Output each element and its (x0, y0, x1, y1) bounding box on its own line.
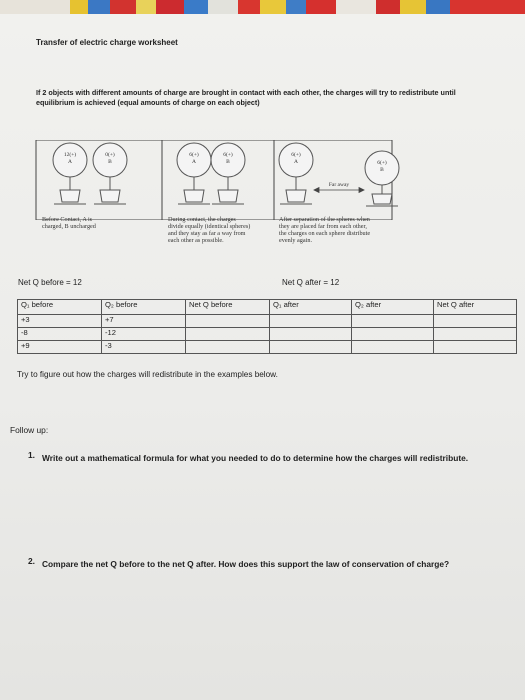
instruction-text: Try to figure out how the charges will redistribute in the examples below. (17, 370, 278, 379)
panel-2-caption: During contact, the charges divide equally (identical spheres) and they stay as far a way from each other as possible. (168, 216, 251, 244)
cell-q1-before: +9 (18, 341, 102, 354)
net-q-after: Net Q after = 12 (282, 278, 340, 287)
panel-1-caption: Before Contact, A is charged, B uncharged (42, 216, 96, 230)
header-q1-after: Q₁ after (270, 300, 352, 315)
question-2-number: 2. (28, 556, 35, 566)
panel-3-b-label: B (380, 167, 384, 173)
intro-text: If 2 objects with different amounts of charge are brought in contact with each other, the charges will try to redistribute until equilibrium is achieved (equal amounts of charge on each object) (36, 88, 456, 107)
question-1-number: 1. (28, 450, 35, 460)
charge-table (17, 299, 517, 354)
header-net-before: Net Q before (186, 300, 270, 315)
panel-2-a-charge: 6(+) (189, 152, 199, 158)
question-1-text: Write out a mathematical formula for what you needed to do to determine how the charges will redistribute. (42, 453, 469, 463)
cell-q2-before: -12 (102, 328, 186, 341)
table-row (18, 315, 517, 328)
panel-1-b-label: B (108, 159, 112, 165)
cell-q1-after[interactable] (270, 341, 352, 354)
worksheet-paper (0, 14, 525, 700)
header-q1-before: Q₁ before (18, 300, 102, 315)
charge-transfer-diagram (34, 140, 474, 250)
cell-net-after[interactable] (434, 315, 517, 328)
panel-3-a-charge: 6(+) (291, 152, 301, 158)
panel-3-a-label: A (294, 159, 298, 165)
cell-q2-after[interactable] (352, 328, 434, 341)
cell-net-after[interactable] (434, 328, 517, 341)
cell-q2-after[interactable] (352, 315, 434, 328)
cell-q1-after[interactable] (270, 315, 352, 328)
question-2-text: Compare the net Q before to the net Q after. How does this support the law of conservation of charge? (42, 559, 450, 569)
cell-net-after[interactable] (434, 341, 517, 354)
cell-q2-before: -3 (102, 341, 186, 354)
panel-3-caption: After separation of the spheres when they are placed far from each other, the charges on each sphere distribute evenly again. (279, 216, 371, 244)
panel-1-a-label: A (68, 159, 72, 165)
panel-2-b-label: B (226, 159, 230, 165)
table-row (18, 341, 517, 354)
cell-net-before[interactable] (186, 328, 270, 341)
cell-q1-before: -8 (18, 328, 102, 341)
cell-q1-after[interactable] (270, 328, 352, 341)
far-away-arrow (314, 188, 364, 193)
header-q2-before: Q₂ before (102, 300, 186, 315)
cell-q1-before: +3 (18, 315, 102, 328)
cell-net-before[interactable] (186, 341, 270, 354)
panel-1-a-charge: 12(+) (63, 152, 77, 158)
far-away-label: Far away (328, 182, 350, 188)
spheres-illustration (34, 140, 474, 220)
worksheet-title: Transfer of electric charge worksheet (36, 38, 178, 47)
net-q-before: Net Q before = 12 (18, 278, 82, 287)
header-net-after: Net Q after (434, 300, 517, 315)
panel-1-b-charge: 0(+) (105, 152, 115, 158)
table-header-row (18, 300, 517, 315)
cell-net-before[interactable] (186, 315, 270, 328)
table-row (18, 328, 517, 341)
panel-2-b-charge: 6(+) (223, 152, 233, 158)
cell-q2-before: +7 (102, 315, 186, 328)
panel-3-b-charge: 6(+) (377, 160, 387, 166)
cell-q2-after[interactable] (352, 341, 434, 354)
follow-up-heading: Follow up: (10, 425, 49, 435)
panel-2-a-label: A (192, 159, 196, 165)
header-q2-after: Q₂ after (352, 300, 434, 315)
